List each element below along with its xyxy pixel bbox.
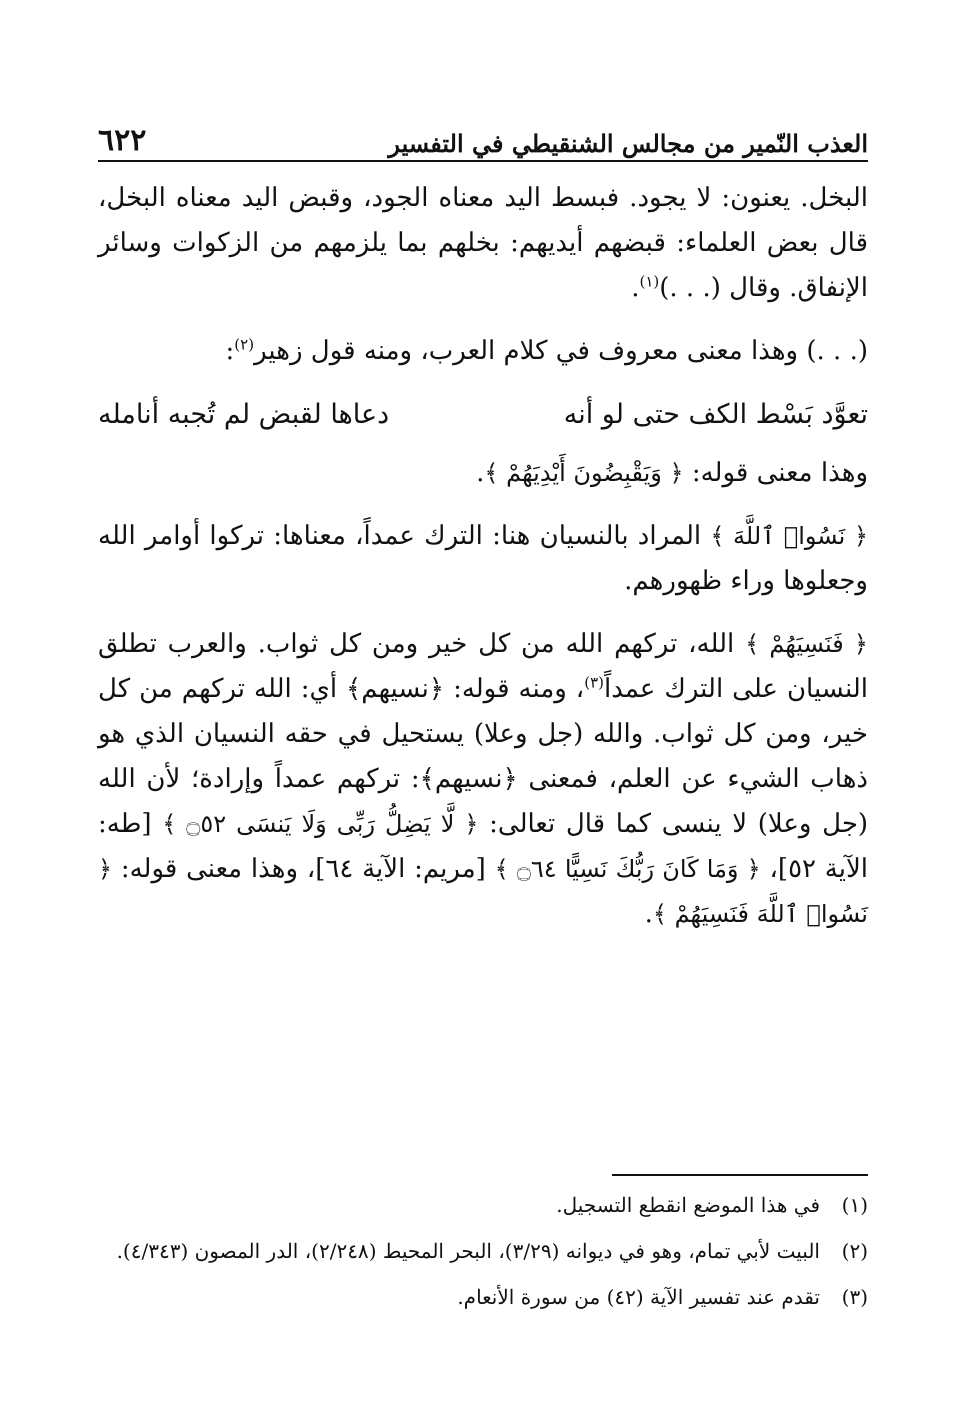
paragraph-4	[98, 514, 868, 604]
paragraph-3	[98, 451, 868, 496]
paragraph-5-text-1: الله، تركهم الله من كل خير ومن كل ثواب. والعرب تطلق النسيان على الترك عمداً	[98, 629, 868, 704]
paragraph-2-text: (. . .) وهذا معنى معروف في كلام العرب، ومنه قول زهير	[254, 336, 868, 366]
paragraph-5-text-4: [مريم: الآية ٦٤]، وهذا معنى قوله:	[120, 854, 486, 884]
footnote-ref-2: (٢)	[234, 335, 255, 354]
footnote-ref-3: (٣)	[584, 673, 604, 692]
footnote-number: (٢)	[841, 1239, 868, 1263]
quran-quote: ﴿ لَّا يَضِلُّ رَبِّى وَلَا يَنسَى ۝٥٢ ﴾	[162, 810, 479, 838]
footnote-text: تقدم عند تفسير الآية (٤٢) من سورة الأنعام.	[457, 1285, 820, 1309]
paragraph-2	[98, 329, 868, 374]
footnote-item	[98, 1231, 868, 1271]
paragraph-4-text: المراد بالنسيان هنا: الترك عمداً، معناها: تركوا أوامر الله وجعلوها وراء ظهورهم.	[98, 521, 868, 596]
footnote-text: البيت لأبي تمام، وهو في ديوانه (٣/٢٩)، البحر المحيط (٢/٢٤٨)، الدر المصون (٤/٣٤٣).	[116, 1239, 820, 1263]
footnote-item	[98, 1277, 868, 1317]
verse-first-hemistich: تعوَّد بَسْط الكف حتى لو أنه	[563, 399, 868, 430]
paragraph-1-end: .	[631, 273, 640, 303]
footnote-item	[98, 1185, 868, 1225]
quran-quote: ﴿ وَمَا كَانَ رَبُّكَ نَسِيًّا ۝٦٤ ﴾	[494, 855, 761, 883]
header-rule	[98, 160, 868, 162]
running-title: العذب النّمير من مجالس الشنقيطي في التفسير	[388, 129, 868, 158]
verse-second-hemistich: دعاها لقبض لم تُجبه أنامله	[98, 399, 390, 430]
footnote-ref-1: (١)	[639, 272, 660, 291]
paragraph-5	[98, 622, 868, 937]
paragraph-5-text-3: [طه: الآية ٥٢]،	[98, 809, 869, 884]
quran-quote: ﴿ فَنَسِيَهُمْ ﴾	[745, 630, 868, 658]
quran-quote: ﴿ وَيَقْبِضُونَ أَيْدِيَهُمْ ﴾	[484, 459, 684, 487]
footnote-rule	[612, 1174, 868, 1176]
paragraph-3-text: وهذا معنى قوله:	[691, 458, 868, 488]
main-text	[98, 176, 868, 955]
paragraph-2-end: :	[225, 336, 235, 366]
paragraph-1-text: البخل. يعنون: لا يجود. فبسط اليد معناه الجود، وقبض اليد معناه البخل، قال بعض العلماء: قبضهم أيديهم: بخلهم بما يلزمهم من الزكوات وسائر الإنفاق. وقال (. . .)	[98, 183, 869, 303]
footnotes	[98, 1185, 868, 1323]
quran-quote: ﴿ نَسُوا۟ ٱللَّهَ ﴾	[710, 522, 869, 550]
poetry-verse	[98, 392, 868, 437]
paragraph-1	[98, 176, 868, 311]
paragraph-3-end: .	[476, 458, 485, 488]
footnote-number: (١)	[841, 1193, 868, 1217]
quran-quote: ﴿ نَسُوا۟ ٱللَّهَ فَنَسِيَهُمْ ﴾	[98, 855, 868, 928]
footnote-number: (٣)	[841, 1285, 868, 1309]
paragraph-5-end: .	[644, 899, 653, 929]
footnote-text: في هذا الموضع انقطع التسجيل.	[556, 1193, 820, 1217]
page-header	[98, 118, 868, 158]
page-number: ٦٢٢	[98, 123, 147, 158]
paragraph-5-text-2: ، ومنه قوله: ﴿نسيهم﴾ أي: الله تركهم من كل خير، ومن كل ثواب. والله (جل وعلا) يستحيل في حقه النسيان الذي هو ذهاب الشيء عن العلم، فمعنى ﴿نسيهم﴾: تركهم عمداً وإرادة؛ لأن الله (جل وعلا) لا ينسى كما قال تعالى:	[98, 674, 869, 839]
